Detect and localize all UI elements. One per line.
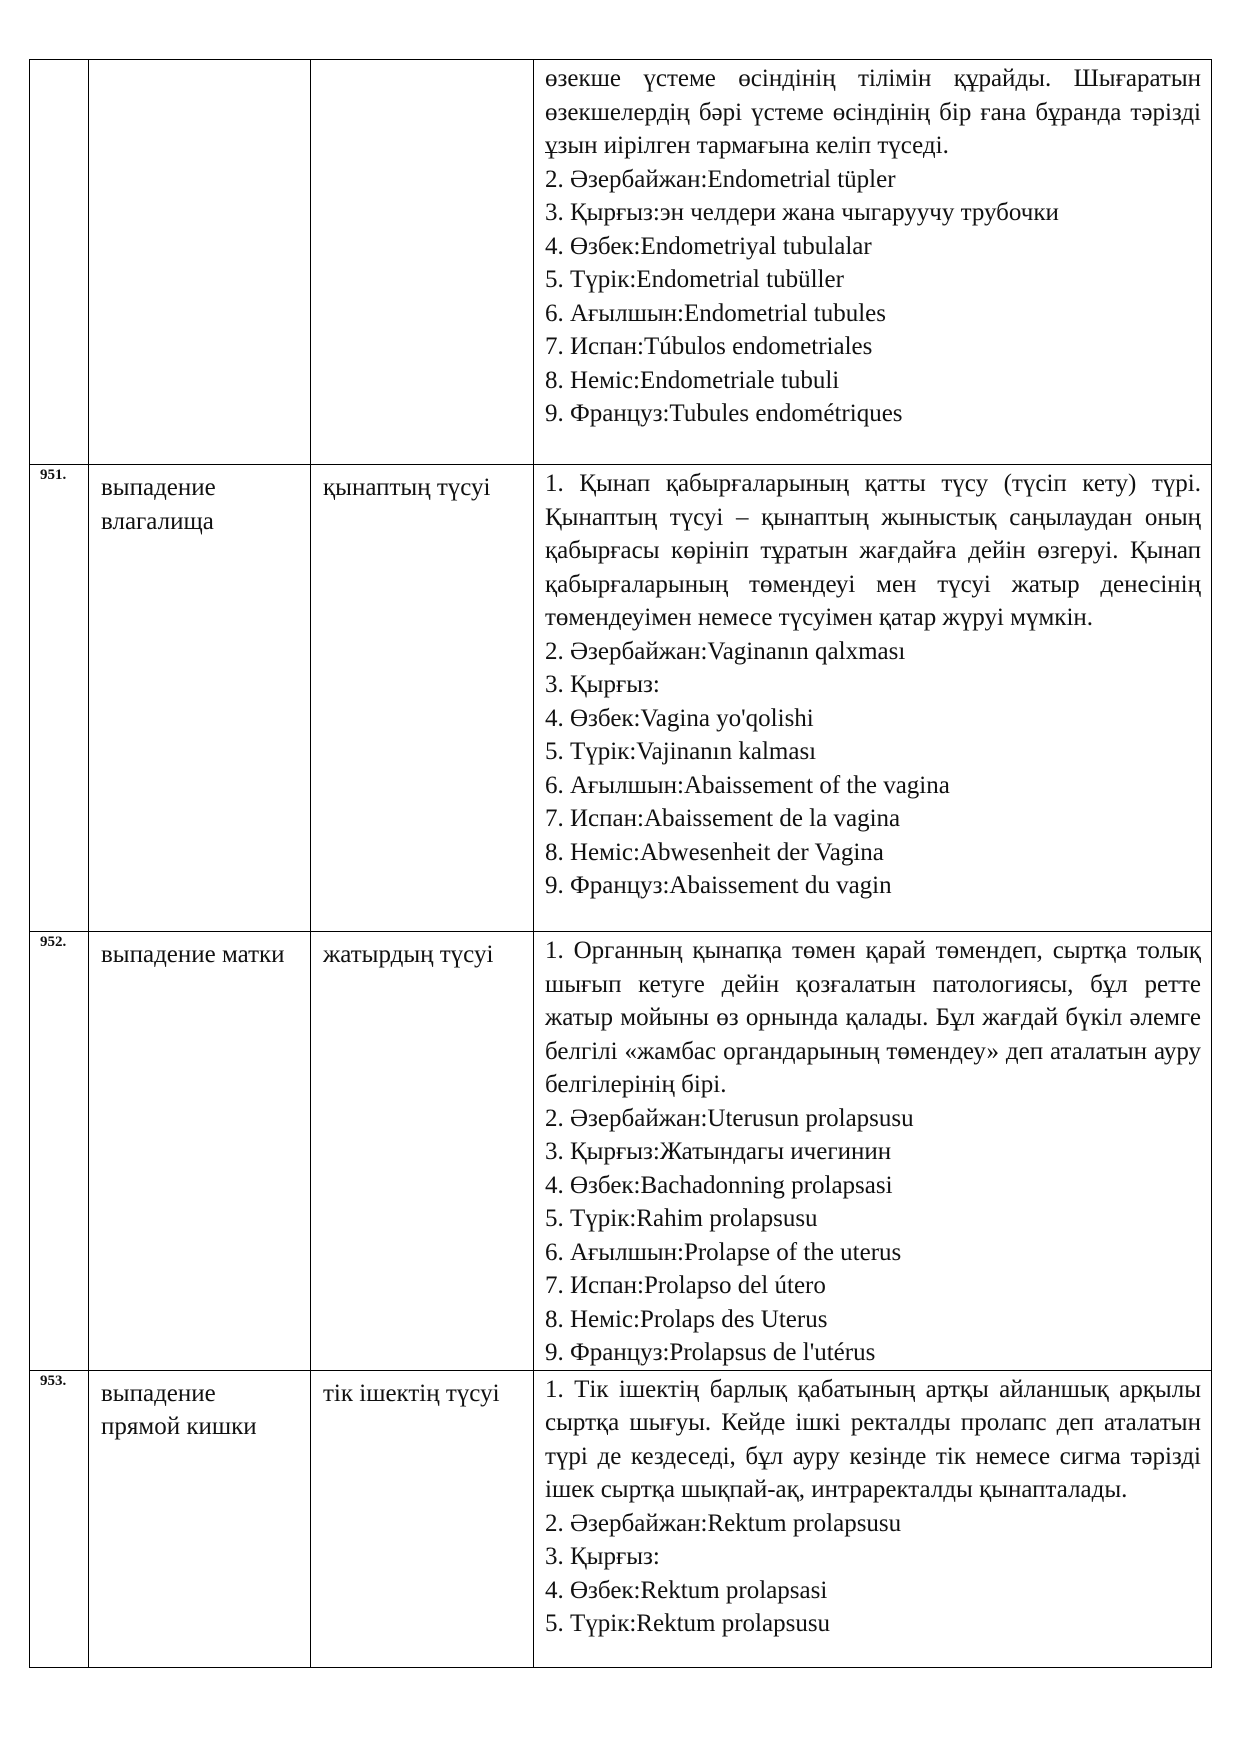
russian-term: выпадение влагалища xyxy=(101,474,216,535)
entry-number-cell xyxy=(30,932,89,1371)
definition-text: 1. Тік ішектің барлық қабатының артқы айланшық арқылы сыртқа шығуы. Кейде ішкі ректалды пролапс деп аталатын түрі де кездеседі, бұл ауру кезінде тік немесе сигма тәрізді ішек сыртқа шықпай-ақ, интраректалды қынапталады. xyxy=(545,1375,1201,1503)
entry-number xyxy=(30,60,88,63)
definition-cell xyxy=(534,60,1212,465)
russian-term-cell xyxy=(89,465,311,932)
translation-line: 4. Өзбек:Rektum prolapsasi xyxy=(545,1576,828,1604)
definition-cell xyxy=(534,465,1212,932)
russian-term-cell xyxy=(89,932,311,1371)
kazakh-term xyxy=(311,60,533,66)
entry-number-cell xyxy=(30,60,89,465)
translation-line: 7. Испан:Abaissement de la vagina xyxy=(545,805,901,832)
definition-cell xyxy=(534,932,1212,1371)
kazakh-term: жатырдың түсуі xyxy=(323,941,494,968)
translation-line: 8. Неміс:Prolaps des Uterus xyxy=(545,1305,828,1333)
table-row xyxy=(30,1370,1212,1667)
entry-number: 951. xyxy=(40,467,67,483)
kazakh-term-cell xyxy=(311,60,534,465)
translation-line: 4. Өзбек:Bachadonning prolapsasi xyxy=(545,1171,893,1199)
kazakh-term: қынаптың түсуі xyxy=(323,474,491,501)
definition-text: өзекше үстеме өсіндінің тілімін құрайды. Шығаратын өзекшелердің бәрі үстеме өсіндінің бір ғана бұранда тәрізді ұзын иірілген тармағына келіп түседі. xyxy=(545,65,1201,159)
translation-line: 3. Қырғыз: xyxy=(545,671,660,698)
kazakh-term-cell xyxy=(311,465,534,932)
translation-line: 3. Қырғыз:эн челдери жана чыгаруучу трубочки xyxy=(545,199,1059,226)
translation-line: 8. Неміс:Abwesenheit der Vagina xyxy=(545,838,884,866)
translation-line: 8. Неміс:Endometriale tubuli xyxy=(545,366,840,394)
translation-line: 5. Түрік:Endometrial tubüller xyxy=(545,266,844,293)
entry-number: 953. xyxy=(40,1372,67,1389)
translation-line: 7. Испан:Túbulos endometriales xyxy=(545,333,873,360)
translation-line: 2. Әзербайжан:Rektum prolapsusu xyxy=(545,1509,902,1537)
translation-line: 4. Өзбек:Vagina yo'qolishi xyxy=(545,704,814,732)
russian-term-cell xyxy=(89,1370,311,1667)
kazakh-term: тік ішектің түсуі xyxy=(323,1379,500,1407)
translation-line: 4. Өзбек:Endometriyal tubulalar xyxy=(545,232,872,260)
translation-line: 2. Әзербайжан:Endometrial tüpler xyxy=(545,165,896,193)
entry-number-cell xyxy=(30,465,89,932)
russian-term: выпадение прямой кишки xyxy=(101,1379,257,1440)
table-row xyxy=(30,465,1212,932)
translation-line: 3. Қырғыз: xyxy=(545,1543,660,1570)
translation-line: 5. Түрік:Vajinanın kalması xyxy=(545,738,817,765)
translation-line: 5. Түрік:Rektum prolapsusu xyxy=(545,1610,831,1637)
russian-term: выпадение матки xyxy=(101,941,285,968)
translation-line: 9. Француз:Abaissement du vagin xyxy=(545,872,892,899)
translation-line: 6. Ағылшын:Abaissement of the vagina xyxy=(545,771,950,799)
translation-line: 5. Түрік:Rahim prolapsusu xyxy=(545,1205,818,1232)
translation-line: 6. Ағылшын:Prolapse of the uterus xyxy=(545,1238,902,1266)
translation-line: 9. Француз:Tubules endométriques xyxy=(545,400,903,427)
translation-line: 9. Француз:Prolapsus de l'utérus xyxy=(545,1339,876,1366)
russian-term-cell xyxy=(89,60,311,465)
russian-term xyxy=(89,60,310,66)
translation-line: 6. Ағылшын:Endometrial tubules xyxy=(545,299,886,327)
definition-text: 1. Органның қынапқа төмен қарай төмендеп, сыртқа толық шығып кетуге дейін қозғалатын патологиясы, бұл ретте жатыр мойыны өз орнында қалады. Бұл жағдай бүкіл әлемге белгілі «жамбас органдарының төмендеу» деп аталатын ауру белгілерінің бірі. xyxy=(545,937,1201,1098)
table-row xyxy=(30,60,1212,465)
kazakh-term-cell xyxy=(311,1370,534,1667)
definition-cell xyxy=(534,1370,1212,1667)
kazakh-term-cell xyxy=(311,932,534,1371)
translation-line: 7. Испан:Prolapso del útero xyxy=(545,1272,826,1299)
translation-line: 2. Әзербайжан:Vaginanın qalxması xyxy=(545,637,906,665)
entry-number: 952. xyxy=(40,934,67,950)
entry-number-cell xyxy=(30,1370,89,1667)
table-row xyxy=(30,932,1212,1371)
glossary-table xyxy=(29,59,1212,1668)
translation-line: 2. Әзербайжан:Uterusun prolapsusu xyxy=(545,1104,914,1132)
definition-text: 1. Қынап қабырғаларының қатты түсу (түсіп кету) түрі. Қынаптың түсуі – қынаптың жыныстық саңылаудан оның қабырғасы көрініп тұратын жағдайға дейін өзгеруі. Қынап қабырғаларының төмендеуі мен түсуі жатыр денесінің төмендеуімен немесе түсуімен қатар жүруі мүмкін. xyxy=(545,470,1201,631)
translation-line: 3. Қырғыз:Жатындагы ичегинин xyxy=(545,1138,892,1165)
